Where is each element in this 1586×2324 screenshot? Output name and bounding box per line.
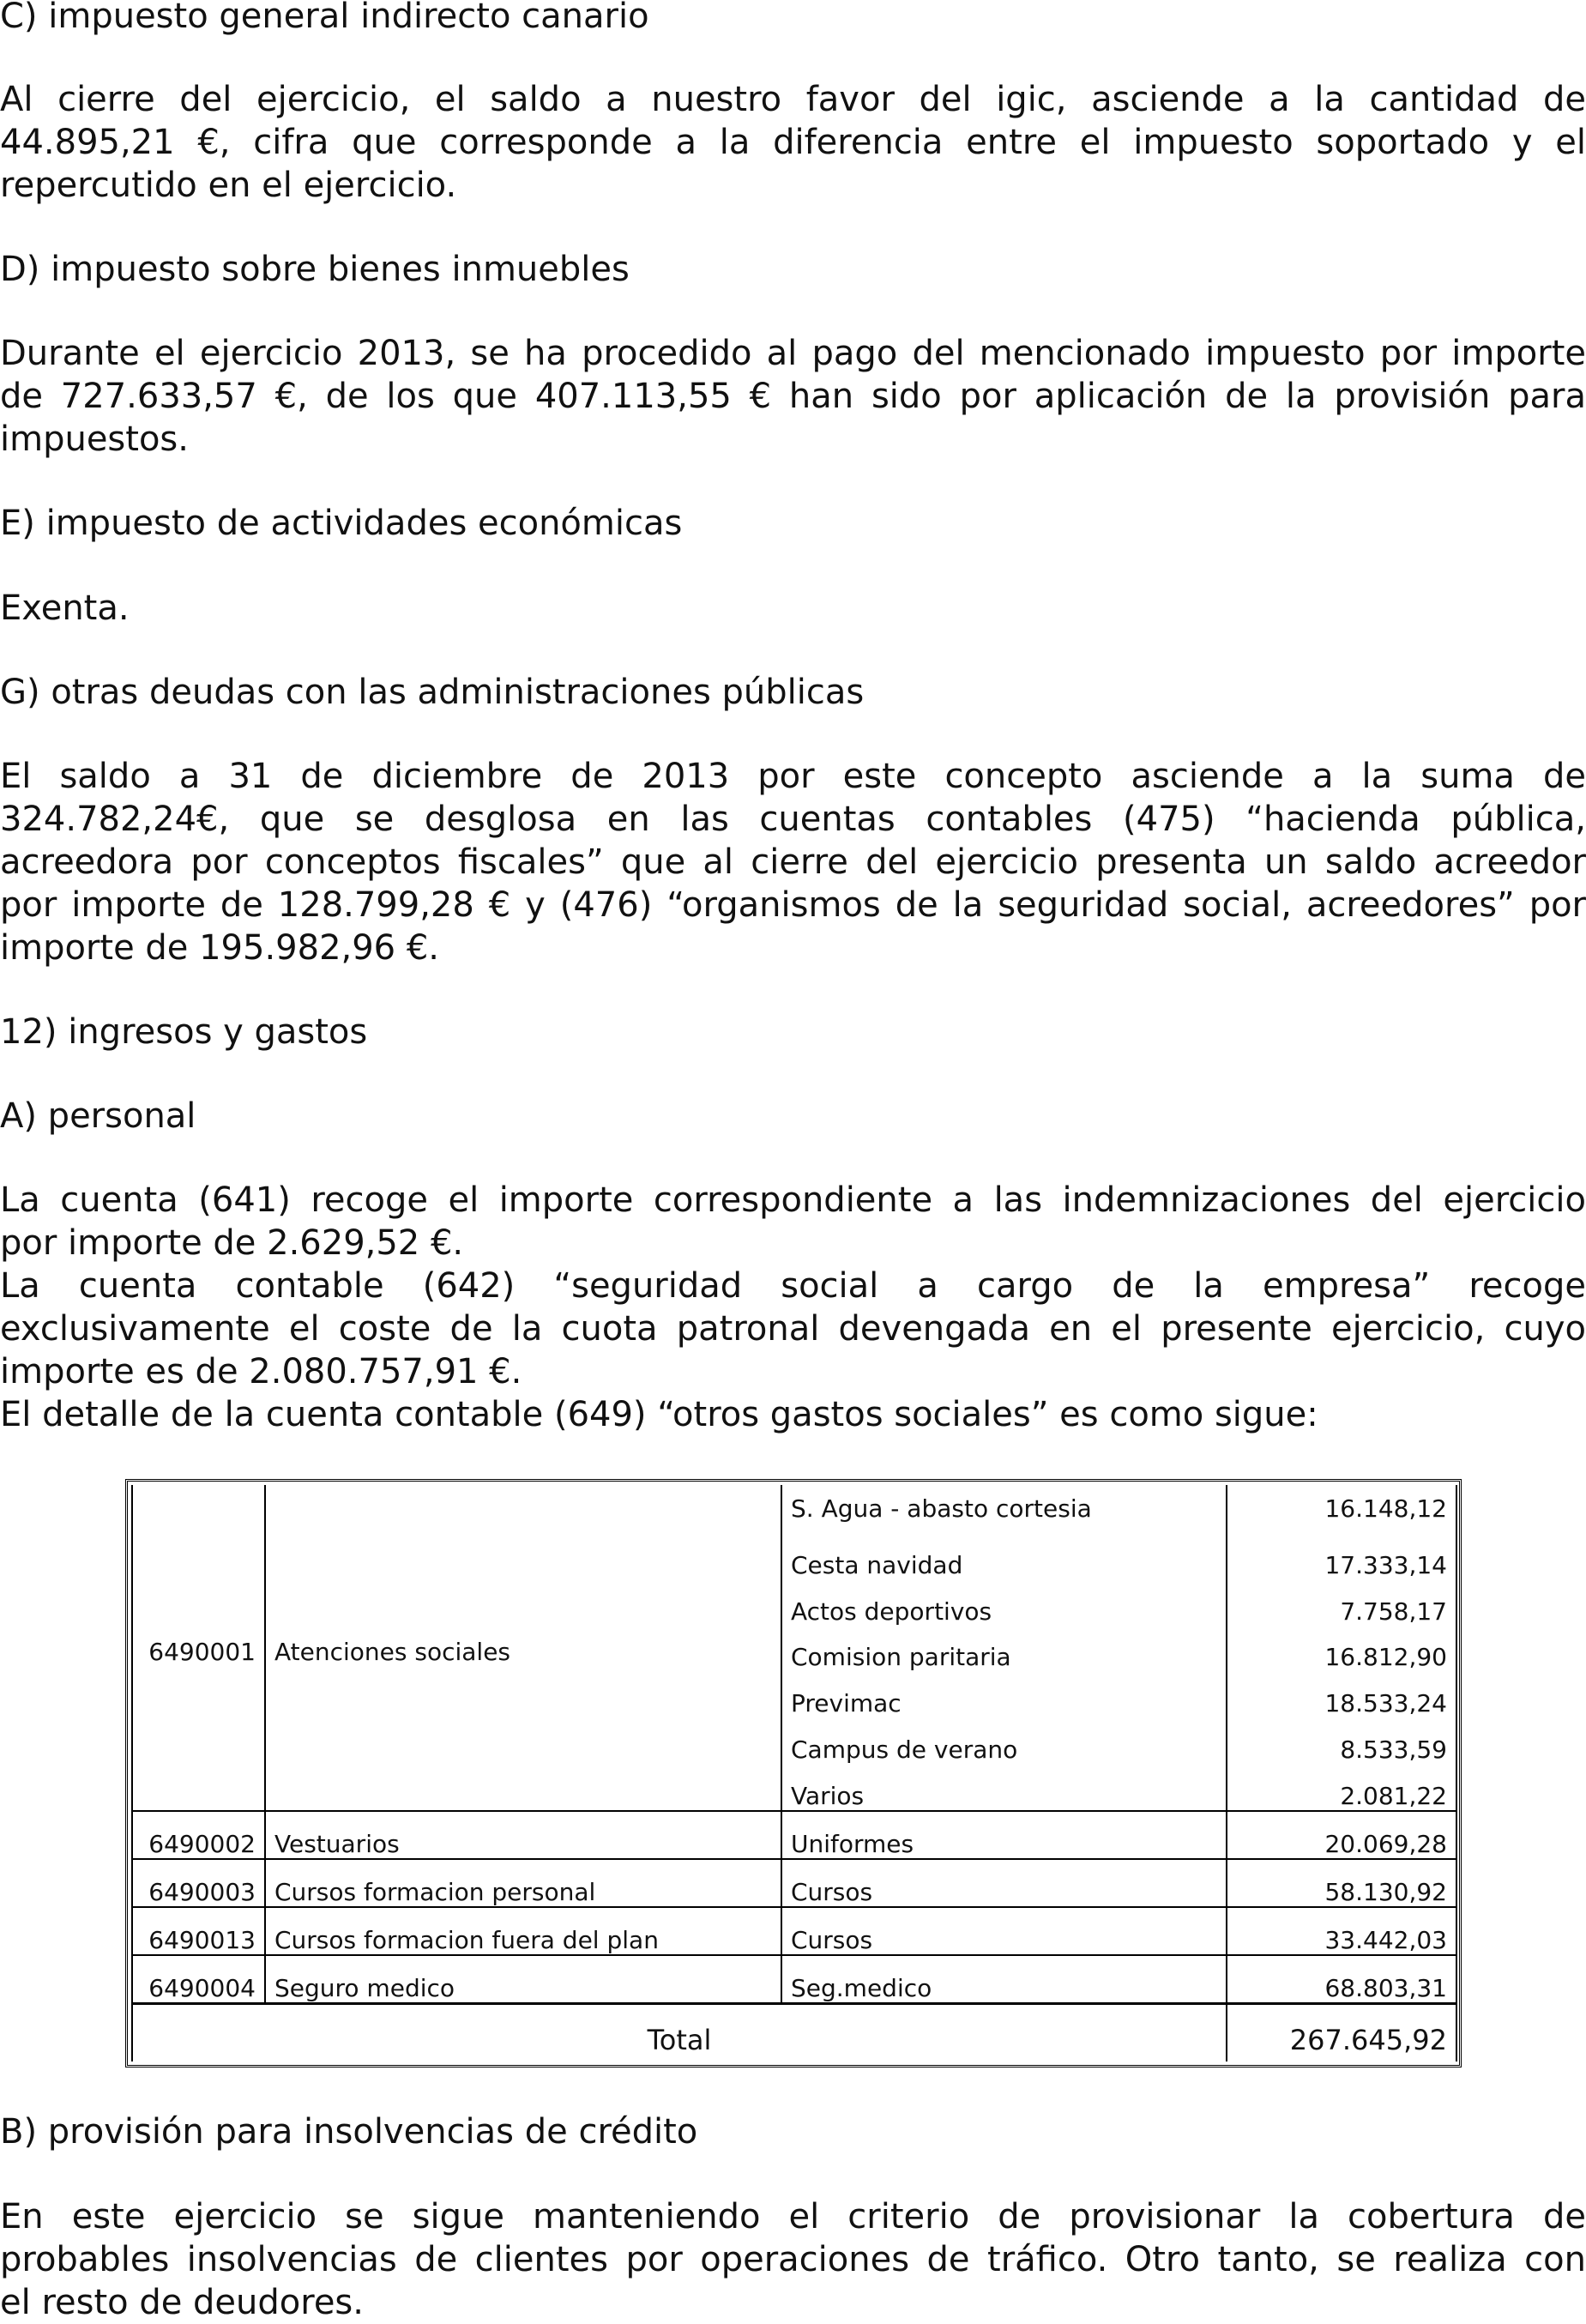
- amount-cell: 20.069,28: [1227, 1811, 1456, 1859]
- account-name-cell: Cursos formacion fuera del plan: [265, 1907, 781, 1955]
- paragraph-642-line1: La cuenta contable (642) “seguridad social a cargo de la empresa” recoge: [0, 1266, 1586, 1306]
- account-code-cell: 6490002: [132, 1811, 265, 1859]
- paragraph-insolvencias-line3: el resto de deudores.: [0, 2283, 364, 2322]
- amount-cell: 58.130,92: [1227, 1859, 1456, 1907]
- paragraph-641-line1: La cuenta (641) recoge el importe correspondiente a las indemnizaciones del ejercicio: [0, 1180, 1586, 1220]
- heading-personal: A) personal: [0, 1096, 196, 1136]
- heading-ingresos-gastos: 12) ingresos y gastos: [0, 1012, 368, 1052]
- account-name-cell: Seguro medico: [265, 1955, 781, 2003]
- paragraph-ibi-line1: Durante el ejercicio 2013, se ha procedido al pago del mencionado impuesto por importe: [0, 334, 1586, 373]
- paragraph-649-intro: El detalle de la cuenta contable (649) “otros gastos sociales” es como sigue:: [0, 1395, 1318, 1434]
- paragraph-deudas-line3: acreedora por conceptos fiscales” que al cierre del ejercicio presenta un saldo acreedor: [0, 842, 1586, 882]
- concept-cell: Uniformes: [781, 1811, 1227, 1859]
- paragraph-deudas-line5: importe de 195.982,96 €.: [0, 928, 440, 968]
- amount-cell: 16.812,90: [1227, 1626, 1456, 1672]
- paragraph-642-line2: exclusivamente el coste de la cuota patronal devengada en el presente ejercicio, cuyo: [0, 1309, 1586, 1349]
- concept-cell: Campus de verano: [781, 1717, 1227, 1764]
- concept-cell: Cursos: [781, 1859, 1227, 1907]
- concept-cell: Cesta navidad: [781, 1533, 1227, 1579]
- paragraph-insolvencias-line1: En este ejercicio se sigue manteniendo el criterio de provisionar la cobertura de: [0, 2197, 1586, 2236]
- paragraph-igic-line1: Al cierre del ejercicio, el saldo a nuestro favor del igic, asciende a la cantidad de: [0, 80, 1586, 119]
- amount-cell: 2.081,22: [1227, 1764, 1456, 1811]
- table-row: [132, 1955, 1456, 2003]
- heading-otras-deudas: G) otras deudas con las administraciones públicas: [0, 673, 865, 712]
- paragraph-deudas-line4: por importe de 128.799,28 € y (476) “organismos de la seguridad social, acreedores” por: [0, 885, 1586, 925]
- paragraph-iae: Exenta.: [0, 589, 130, 628]
- total-row: [132, 2003, 1456, 2061]
- heading-iae: E) impuesto de actividades económicas: [0, 504, 683, 543]
- concept-cell: Actos deportivos: [781, 1579, 1227, 1626]
- heading-insolvencias: B) provisión para insolvencias de crédito: [0, 2112, 698, 2152]
- concept-cell: Cursos: [781, 1907, 1227, 1955]
- account-name-cell: Cursos formacion personal: [265, 1859, 781, 1907]
- heading-igic: C) impuesto general indirecto canario: [0, 0, 649, 36]
- table-row: [132, 1859, 1456, 1907]
- concept-cell: Seg.medico: [781, 1955, 1227, 2003]
- detail-table: [131, 1485, 1457, 2061]
- heading-ibi: D) impuesto sobre bienes inmuebles: [0, 250, 630, 289]
- amount-cell: 17.333,14: [1227, 1533, 1456, 1579]
- table-row: [132, 1907, 1456, 1955]
- amount-cell: 68.803,31: [1227, 1955, 1456, 2003]
- paragraph-ibi-line2: de 727.633,57 €, de los que 407.113,55 € han sido por aplicación de la provisión para: [0, 377, 1586, 416]
- concept-cell: Previmac: [781, 1671, 1227, 1717]
- concept-cell: Comision paritaria: [781, 1626, 1227, 1672]
- amount-cell: 8.533,59: [1227, 1717, 1456, 1764]
- otros-gastos-sociales-table: [125, 1479, 1462, 2067]
- amount-cell: 18.533,24: [1227, 1671, 1456, 1717]
- table-row: [132, 1811, 1456, 1859]
- paragraph-igic-line3: repercutido en el ejercicio.: [0, 166, 457, 205]
- paragraph-641-line2: por importe de 2.629,52 €.: [0, 1223, 464, 1263]
- paragraph-ibi-line3: impuestos.: [0, 420, 189, 459]
- account-name-cell: Vestuarios: [265, 1811, 781, 1859]
- concept-cell: Varios: [781, 1764, 1227, 1811]
- account-code-cell: 6490004: [132, 1955, 265, 2003]
- account-name-cell: Atenciones sociales: [265, 1485, 781, 1811]
- paragraph-deudas-line2: 324.782,24€, que se desglosa en las cuentas contables (475) “hacienda pública,: [0, 800, 1586, 839]
- account-code-cell: 6490001: [132, 1485, 265, 1811]
- amount-cell: 16.148,12: [1227, 1485, 1456, 1533]
- total-amount: 267.645,92: [1227, 2003, 1456, 2061]
- paragraph-igic-line2: 44.895,21 €, cifra que corresponde a la diferencia entre el impuesto soportado y el: [0, 123, 1586, 162]
- amount-cell: 7.758,17: [1227, 1579, 1456, 1626]
- concept-cell: S. Agua - abasto cortesia: [781, 1485, 1227, 1533]
- paragraph-642-line3: importe es de 2.080.757,91 €.: [0, 1352, 522, 1391]
- amount-cell: 33.442,03: [1227, 1907, 1456, 1955]
- paragraph-deudas-line1: El saldo a 31 de diciembre de 2013 por este concepto asciende a la suma de: [0, 757, 1586, 796]
- table-row: [132, 1485, 1456, 1533]
- total-label: Total: [132, 2003, 1227, 2061]
- paragraph-insolvencias-line2: probables insolvencias de clientes por operaciones de tráfico. Otro tanto, se realiza con: [0, 2240, 1586, 2279]
- account-code-cell: 6490003: [132, 1859, 265, 1907]
- account-code-cell: 6490013: [132, 1907, 265, 1955]
